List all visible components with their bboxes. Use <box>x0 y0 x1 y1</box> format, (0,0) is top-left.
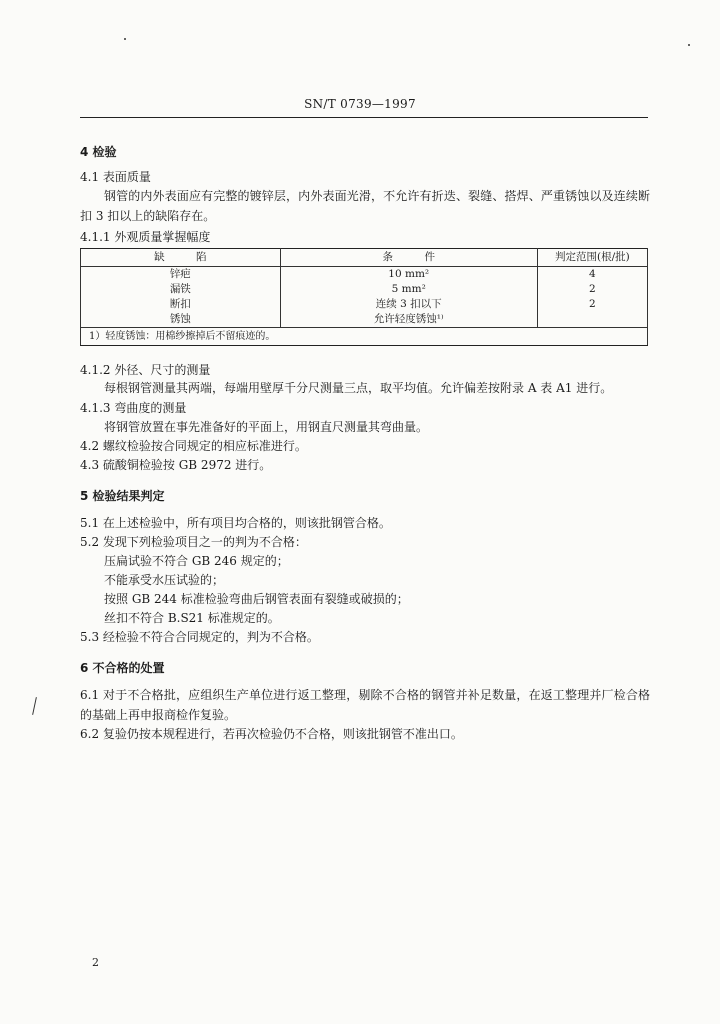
table-cell: 断扣 <box>81 297 281 312</box>
section-5-2: 5.2 发现下列检验项目之一的判为不合格： <box>80 535 307 549</box>
section-5-3: 5.3 经检验不符合合同规定的，判为不合格。 <box>80 630 319 644</box>
table-cell: 允许轻度锈蚀¹⁾ <box>280 312 537 328</box>
section-4-1-body: 钢管的内外表面应有完整的镀锌层，内外表面光滑，不允许有折迭、裂缝、搭焊、严重锈蚀以及连续断扣 3 扣以上的缺陷存在。 <box>80 189 650 223</box>
list-item: 丝扣不符合 B.S21 标准规定的。 <box>104 611 280 625</box>
section-4-1-2-body: 每根钢管测量其两端，每端用壁厚千分尺测量三点，取平均值。允许偏差按附录 A 表 A1 进行。 <box>104 381 613 395</box>
section-6-1: 6.1 对于不合格批，应组织生产单位进行返工整理，剔除不合格的钢管并补足数量，在返工整理并厂检合格的基础上再申报商检作复验。 <box>80 688 650 722</box>
table-cell <box>537 312 647 328</box>
list-item: 不能承受水压试验的； <box>104 573 225 587</box>
table-cell: 漏铁 <box>81 282 281 297</box>
table-row <box>81 267 648 283</box>
section-5-1: 5.1 在上述检验中，所有项目均合格的，则该批钢管合格。 <box>80 516 391 530</box>
section-4-1-3-title: 4.1.3 弯曲度的测量 <box>80 401 187 415</box>
table-cell: 锌疤 <box>81 267 281 283</box>
col-header-defect: 缺 陷 <box>81 249 281 267</box>
table-cell: 5 mm² <box>280 282 537 297</box>
section-4-1-3-body: 将钢管放置在事先准备好的平面上，用钢直尺测量其弯曲量。 <box>104 420 429 434</box>
section-4-1-2-title: 4.1.2 外径、尺寸的测量 <box>80 363 211 377</box>
document-header: SN/T 0739—1997 <box>304 97 416 111</box>
list-item: 压扁试验不符合 GB 246 规定的； <box>104 554 289 568</box>
section-6-2: 6.2 复验仍按本规程进行，若再次检验仍不合格，则该批钢管不准出口。 <box>80 727 463 741</box>
section-6-heading: 6 不合格的处置 <box>80 661 165 675</box>
table-cell: 2 <box>537 282 647 297</box>
col-header-range: 判定范围(根/批) <box>537 249 647 267</box>
section-4-3: 4.3 硫酸铜检验按 GB 2972 进行。 <box>80 458 272 472</box>
header-rule <box>80 117 648 118</box>
table-footnote-row <box>81 328 648 346</box>
table-row <box>81 297 648 312</box>
list-item: 按照 GB 244 标准检验弯曲后钢管表面有裂缝或破损的； <box>104 592 409 606</box>
page-number: 2 <box>92 956 99 969</box>
section-5-heading: 5 检验结果判定 <box>80 489 165 503</box>
table-cell: 10 mm² <box>280 267 537 283</box>
section-4-heading: 4 检验 <box>80 145 117 159</box>
section-4-2: 4.2 螺纹检验按合同规定的相应标准进行。 <box>80 439 307 453</box>
margin-mark <box>32 697 37 715</box>
table-cell: 2 <box>537 297 647 312</box>
table-row <box>81 282 648 297</box>
table-cell: 锈蚀 <box>81 312 281 328</box>
col-header-condition: 条 件 <box>280 249 537 267</box>
section-4-1-title: 4.1 表面质量 <box>80 170 151 184</box>
appearance-quality-table <box>80 248 648 346</box>
table-cell: 4 <box>537 267 647 283</box>
table-row <box>81 312 648 328</box>
table-header-row <box>81 249 648 267</box>
section-4-1-1-title: 4.1.1 外观质量掌握幅度 <box>80 230 211 244</box>
table-footnote: 1）轻度锈蚀：用棉纱擦掉后不留痕迹的。 <box>81 328 648 346</box>
table-cell: 连续 3 扣以下 <box>280 297 537 312</box>
